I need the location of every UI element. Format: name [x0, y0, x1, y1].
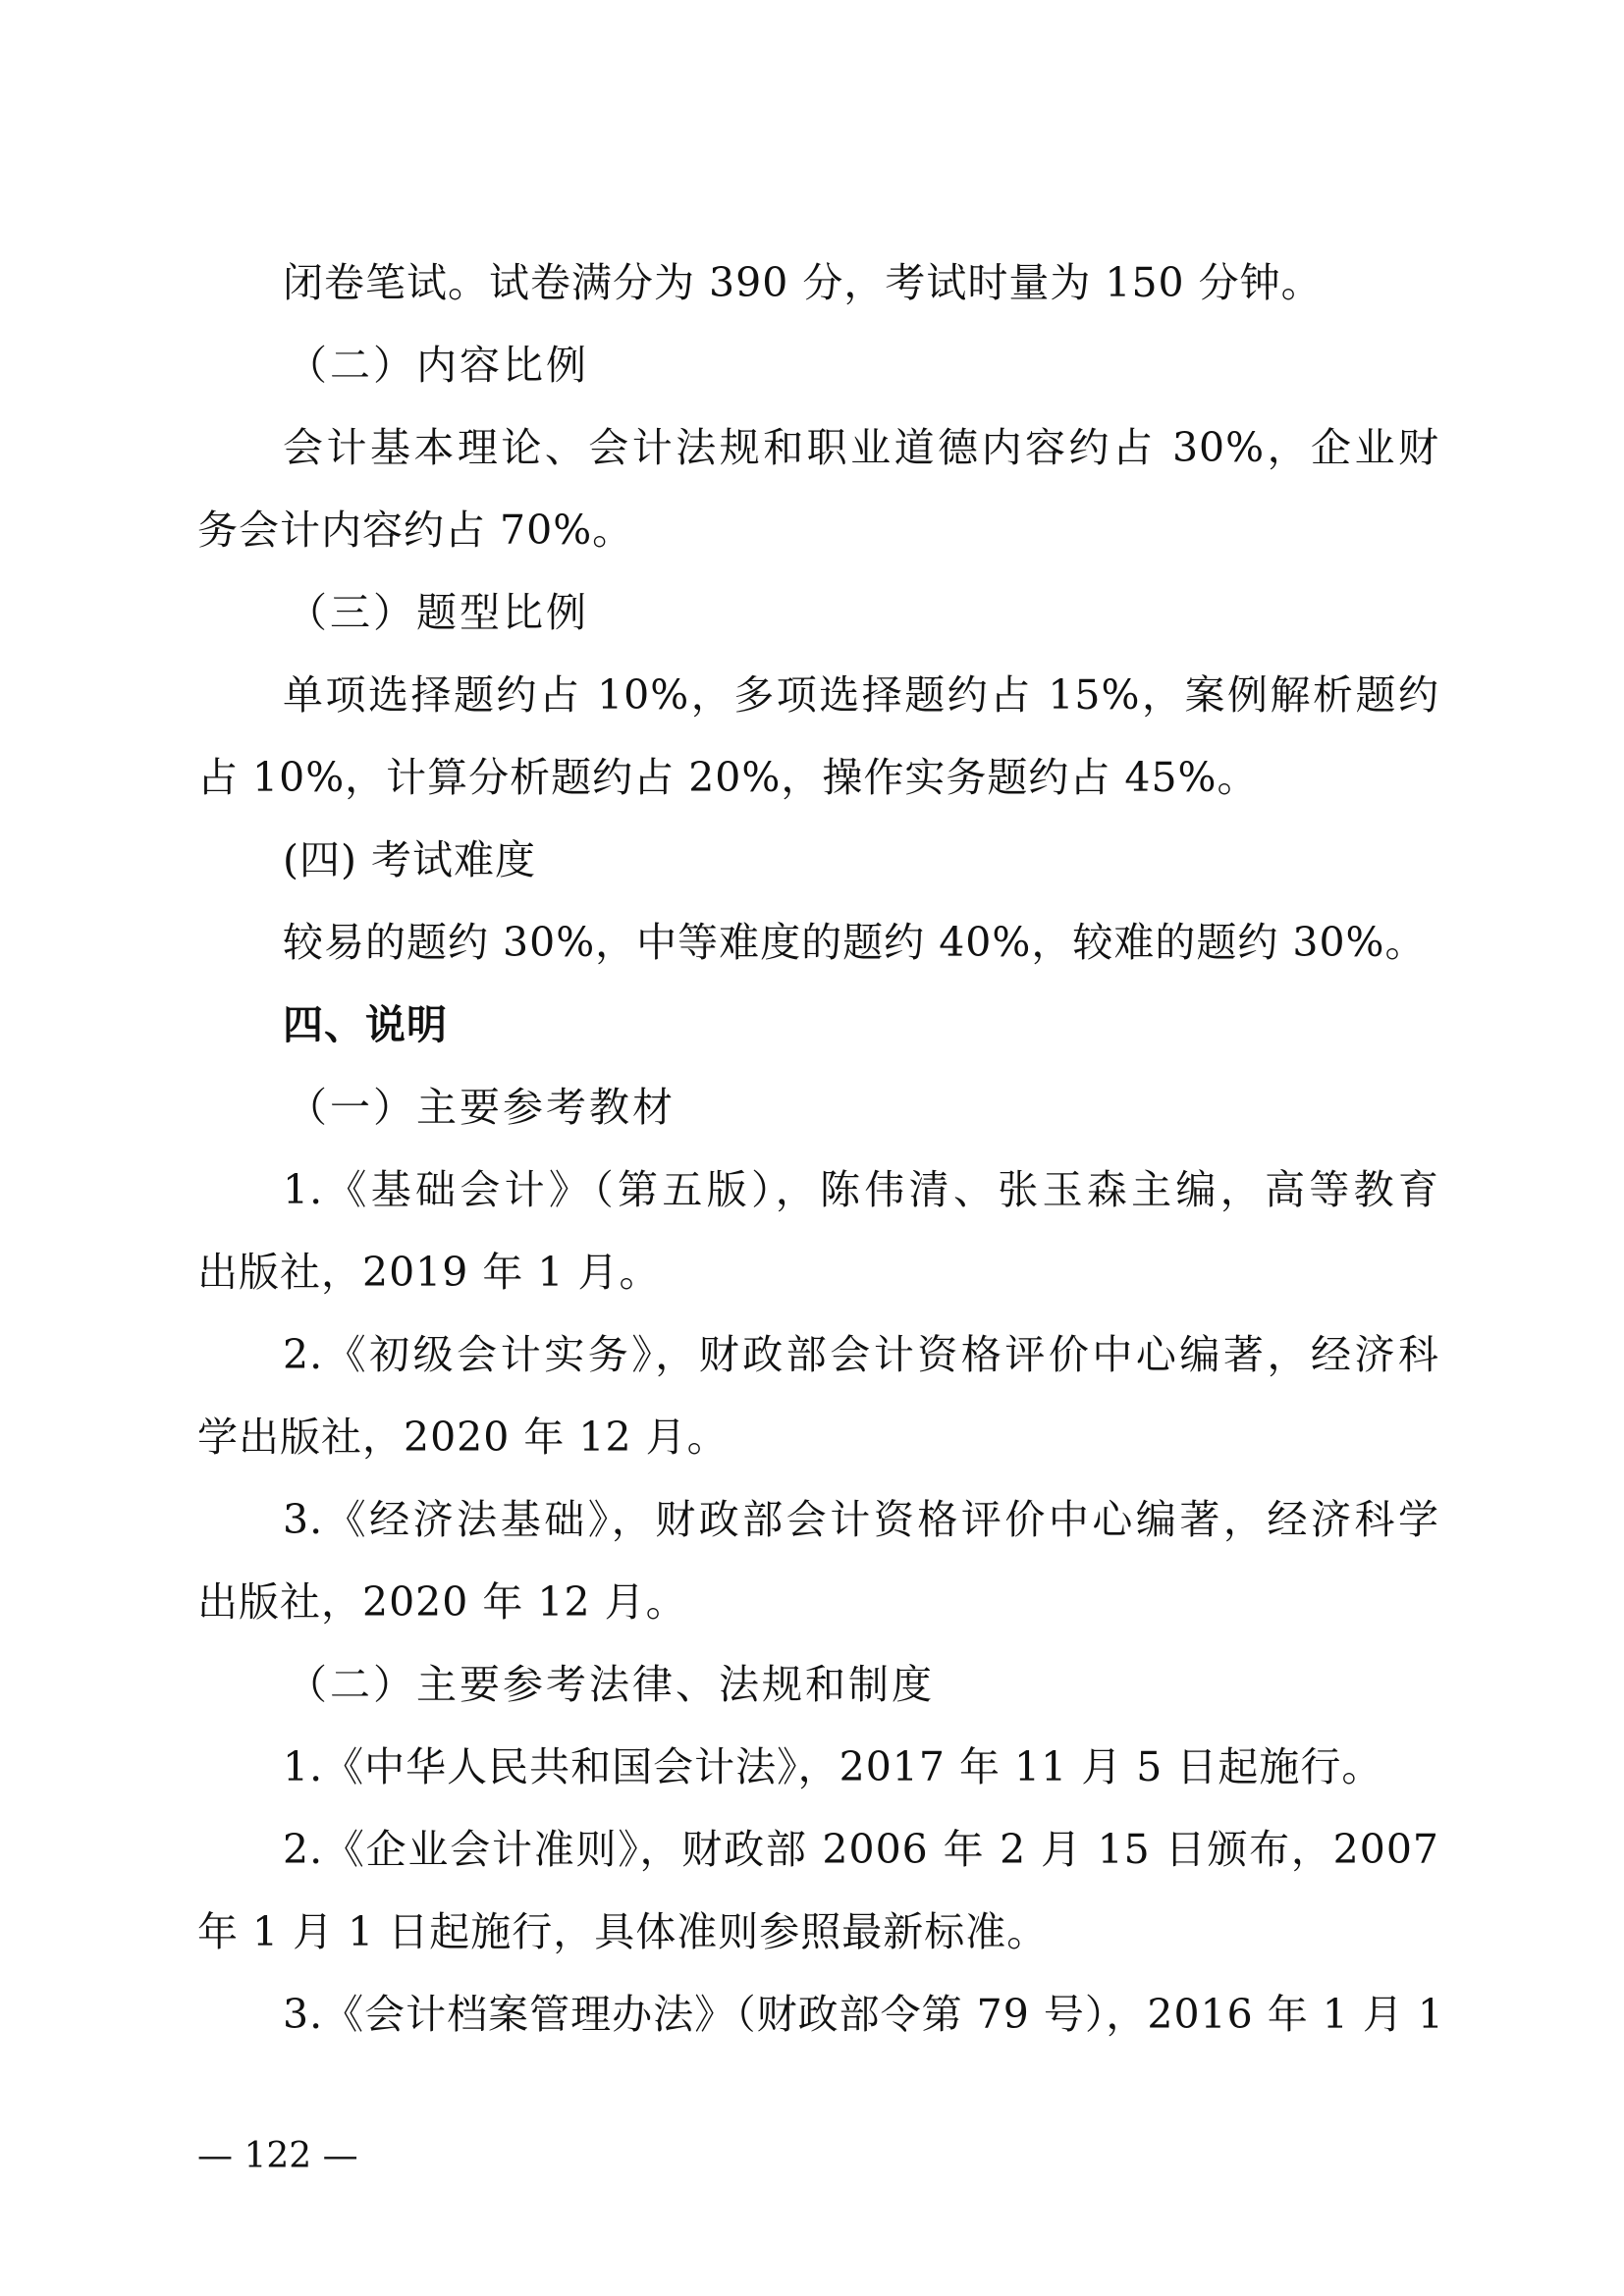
paragraph-line: 会计基本理论、会计法规和职业道德内容约占 30%，企业财: [283, 424, 1439, 471]
paragraph-line: 单项选择题约占 10%，多项选择题约占 15%，案例解析题约: [283, 671, 1439, 719]
section-heading-content-ratio: （二）内容比例: [287, 342, 589, 389]
list-item: 2.《初级会计实务》，财政部会计资格评价中心编著，经济科: [283, 1331, 1439, 1378]
exam-format-line: 闭卷笔试。试卷满分为 390 分，考试时量为 150 分钟。: [283, 259, 1323, 306]
page-number: — 122 —: [197, 2136, 358, 2176]
list-item-continuation: 学出版社，2020 年 12 月。: [197, 1414, 729, 1461]
list-item: 2.《企业会计准则》，财政部 2006 年 2 月 15 日颁布，2007: [283, 1826, 1439, 1873]
section-heading-regulations: （二）主要参考法律、法规和制度: [287, 1661, 935, 1708]
list-item-continuation: 出版社，2020 年 12 月。: [197, 1578, 687, 1626]
paragraph-line: 占 10%，计算分析题约占 20%，操作实务题约占 45%。: [197, 754, 1259, 801]
list-item: 1.《基础会计》（第五版），陈伟清、张玉森主编，高等教育: [283, 1166, 1439, 1213]
section-heading-question-types: （三）题型比例: [287, 589, 589, 636]
list-item: 3.《经济法基础》，财政部会计资格评价中心编著，经济科学: [283, 1496, 1439, 1543]
list-item-continuation: 出版社，2019 年 1 月。: [197, 1249, 661, 1296]
section-heading-notes: 四、说明: [283, 1001, 448, 1048]
list-item: 1.《中华人民共和国会计法》，2017 年 11 月 5 日起施行。: [283, 1743, 1383, 1790]
paragraph-line: 务会计内容约占 70%。: [197, 507, 634, 554]
list-item-continuation: 年 1 月 1 日起施行，具体准则参照最新标准。: [197, 1908, 1049, 1955]
section-heading-difficulty: (四) 考试难度: [283, 836, 537, 883]
paragraph-line: 较易的题约 30%，中等难度的题约 40%，较难的题约 30%。: [283, 919, 1427, 966]
section-heading-textbooks: （一）主要参考教材: [287, 1084, 676, 1131]
list-item: 3.《会计档案管理办法》（财政部令第 79 号），2016 年 1 月 1: [283, 1991, 1444, 2038]
